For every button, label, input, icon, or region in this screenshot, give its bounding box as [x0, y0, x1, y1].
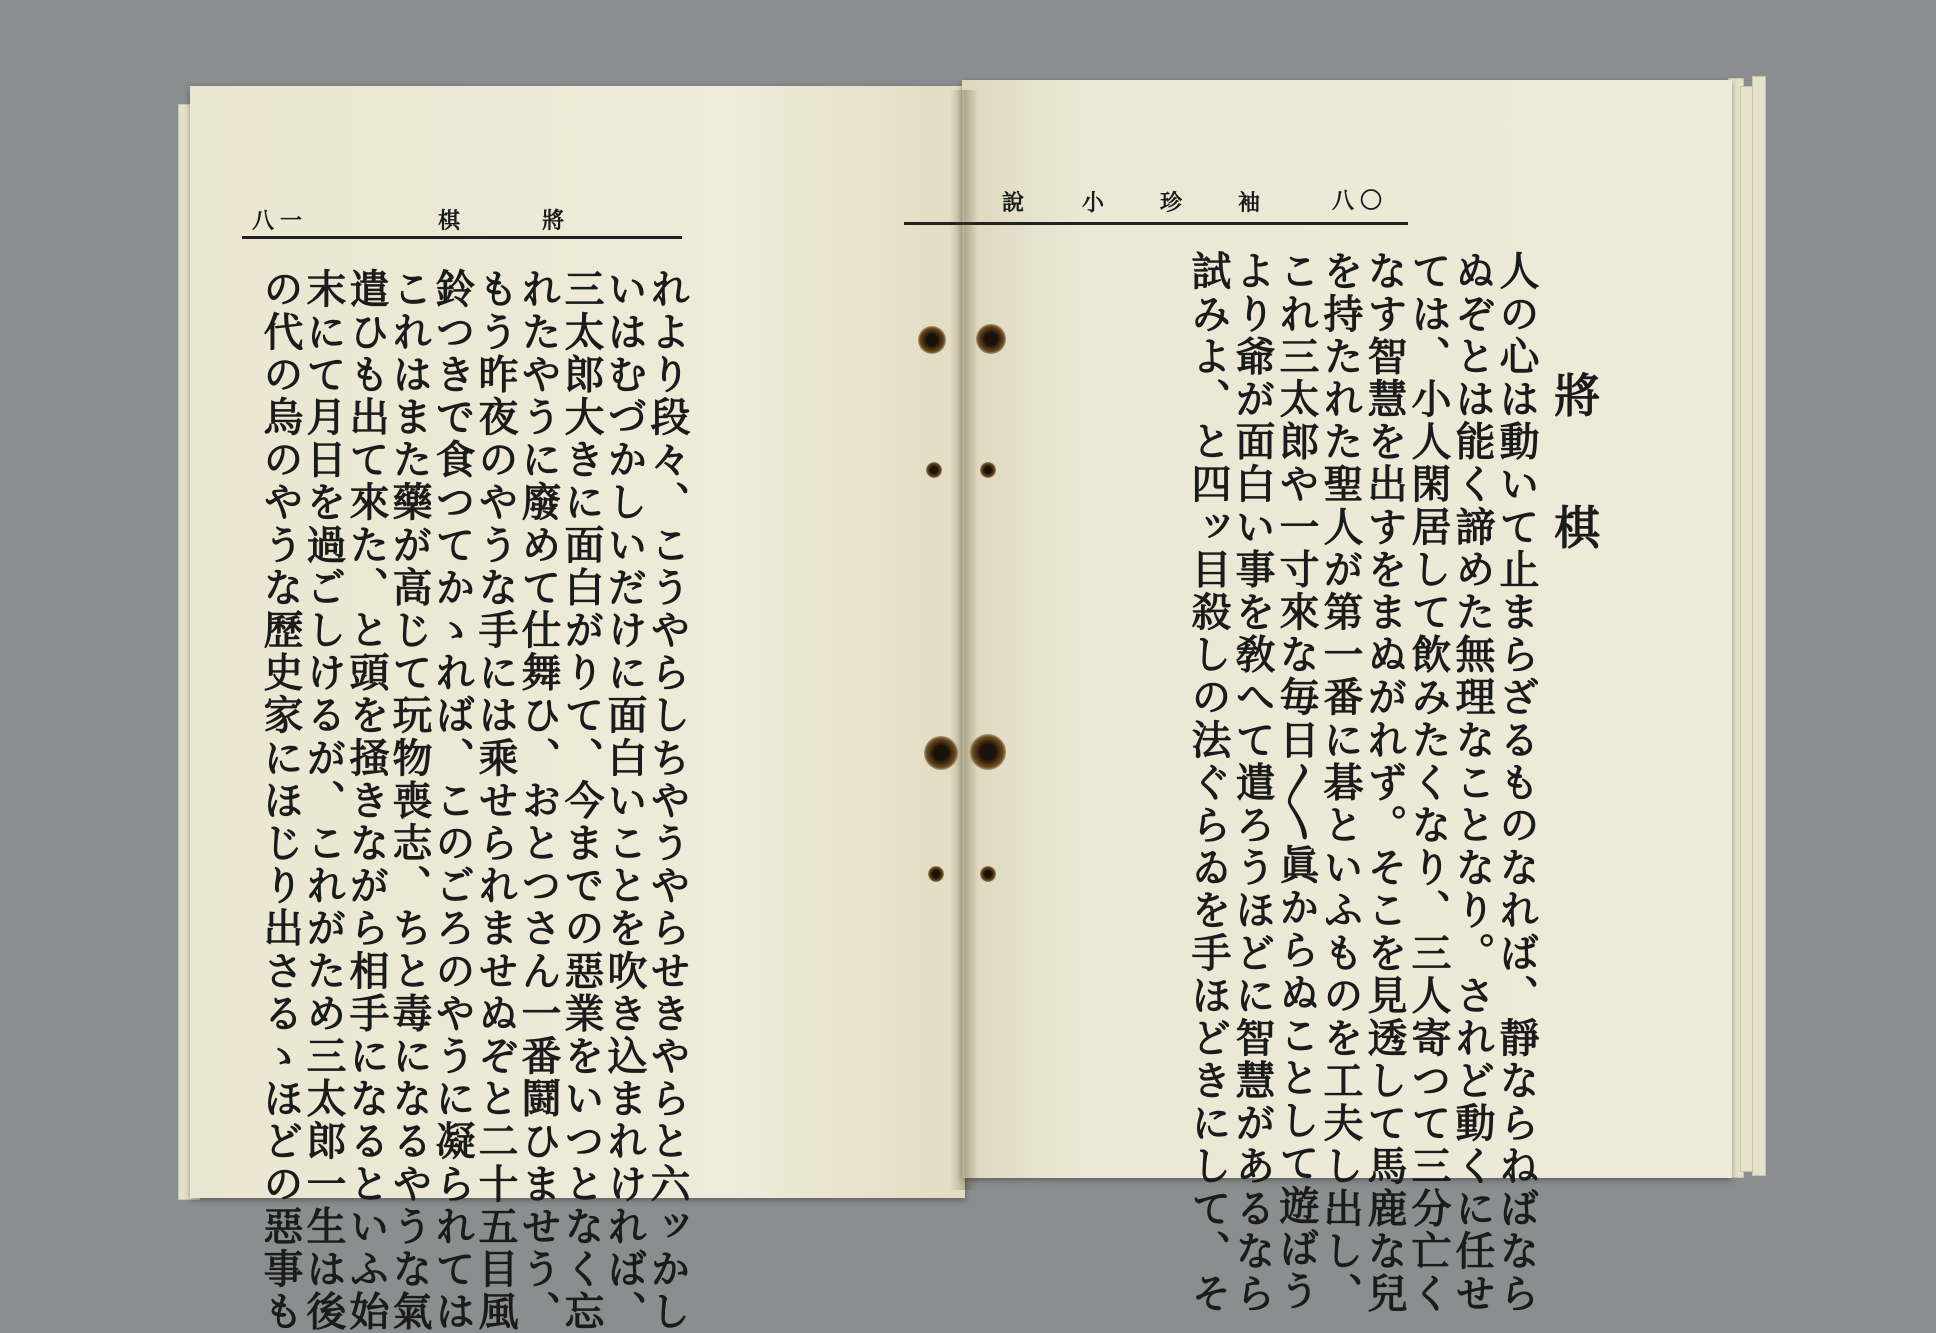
text-column: もう昨夜のやうな手には乘せられませぬぞと二十五目風 — [472, 268, 519, 1333]
header-series-char: 珍 — [1160, 190, 1183, 216]
binding-hole — [928, 866, 944, 882]
page-number: 八一 — [252, 208, 309, 234]
header-title-b: 棋 — [438, 208, 461, 234]
text-column: れたやうに廢めて仕舞ひ、おとつさん一番鬪ひませう、 — [515, 268, 562, 1333]
binding-hole — [970, 734, 1006, 770]
section-title-char: 將 — [1554, 369, 1600, 423]
text-column: ぬぞとは能く諦めた無理なことなり。されど動くに任せ — [1449, 250, 1496, 1315]
text-column: れより段々、こうやらしちやうやらせきやらと六ッかし — [644, 268, 691, 1333]
binding-hole — [980, 866, 996, 882]
text-column: 人の心は動いて止まらざるものなれば、靜ならねばなら — [1493, 250, 1540, 1315]
book-gutter — [950, 90, 978, 1190]
binding-hole — [980, 462, 996, 478]
left-page — [190, 86, 965, 1333]
header-series-char: 說 — [1002, 190, 1025, 216]
text-column: 試みよ、と四ッ目殺しの法ぐらゐを手ほどきにして、そ — [1185, 250, 1232, 1315]
page-number: 八〇 — [1332, 188, 1389, 214]
text-column: より爺が面白い事を敎へて遣ろうほどに智慧があるなら — [1229, 250, 1276, 1315]
text-column: 鈴つきで食つてかゝれば、このごろのやうに凝られては — [429, 268, 476, 1333]
header-title-a: 將 — [542, 208, 565, 234]
text-column: いはむづかしいだけに面白いことを吹き込まれければ、 — [601, 268, 648, 1333]
page-edge-right — [1752, 76, 1766, 1176]
text-column: なす智慧を出すをまぬがれず。そこを見透して馬鹿な兒 — [1361, 250, 1408, 1315]
binding-hole — [918, 326, 946, 354]
binding-hole — [926, 462, 942, 478]
text-column: の代の烏のやうな歷史家にほじり出さるゝほどの惡事も — [257, 268, 304, 1333]
binding-hole — [924, 736, 958, 770]
header-rule — [242, 236, 682, 239]
section-title-char: 棋 — [1554, 501, 1600, 555]
text-column: を持たれた聖人が第一番に碁といふものを工夫し出し、 — [1317, 250, 1364, 1315]
text-column: 三太郎大きに面白がりて、今までの惡業をいつとなく忘 — [558, 268, 605, 1333]
text-column: 末にて月日を過ごしけるが、これがため三太郎一生は後 — [300, 268, 347, 1333]
text-column: ては、小人閑居して飲みたくなり、三人寄つて三分亡く — [1405, 250, 1452, 1315]
text-column: 遣ひも出て來た、と頭を掻きながら相手になるといふ始 — [343, 268, 390, 1333]
header-series-char: 小 — [1082, 190, 1105, 216]
text-column: これ三太郎や一寸來な毎日〳〵眞からぬことして遊ばう — [1273, 250, 1320, 1313]
header-series-char: 袖 — [1238, 190, 1261, 216]
text-column: これはまた藥が高じて玩物喪志、ちと毒になるやうな氣 — [386, 268, 433, 1333]
header-rule — [904, 222, 1408, 225]
binding-hole — [976, 324, 1006, 354]
right-page — [962, 80, 1732, 1315]
